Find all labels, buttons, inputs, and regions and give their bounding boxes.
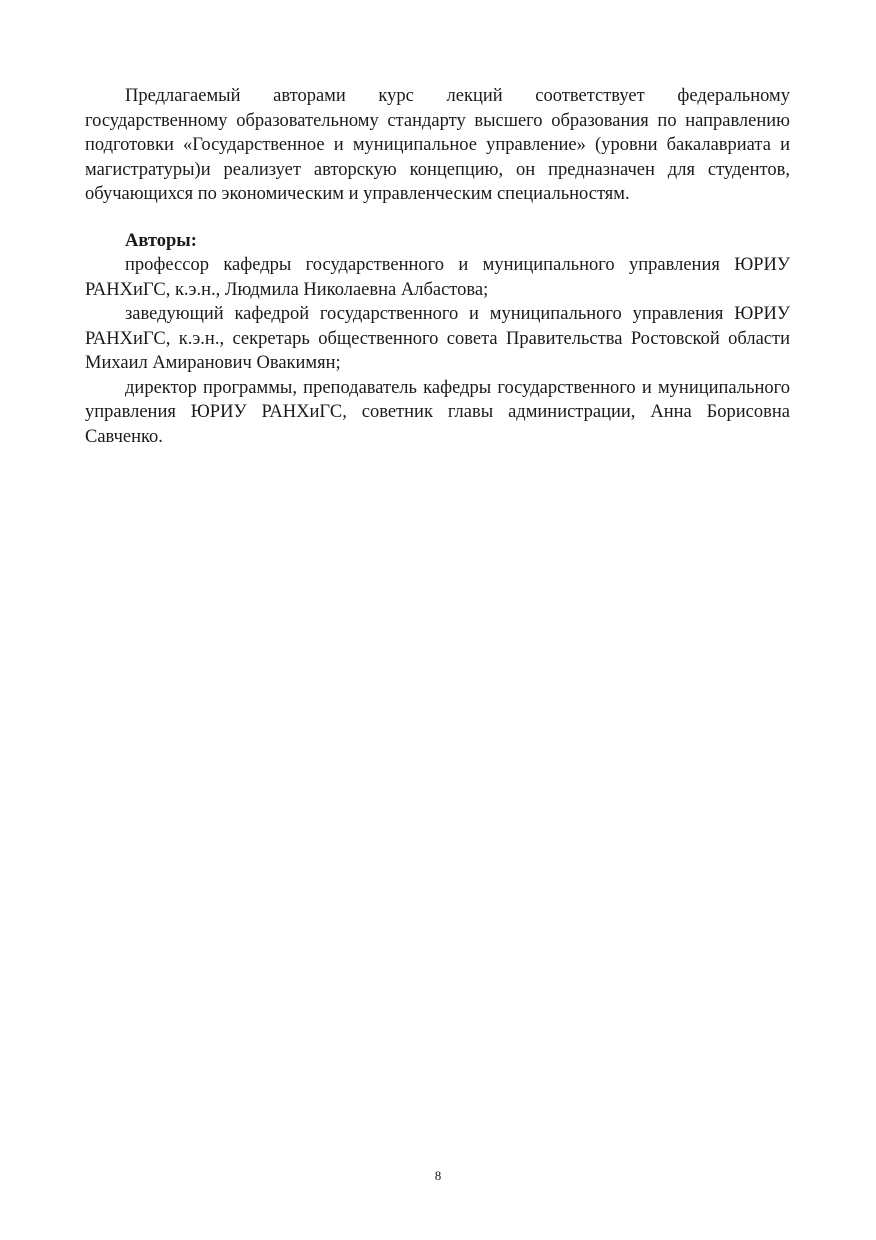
intro-paragraph: Предлагаемый авторами курс лекций соответствует федеральному государственному образовательному стандарту высшего образования по направлению подготовки «Государственное и муниципальное управление» (уровни бакалавриата и магистратуры)и реализует авторскую концепцию, он предназначен для студентов, обучающихся по экономическим и управленческим специальностям. xyxy=(85,86,790,204)
author-entry-1: профессор кафедры государственного и муниципального управления ЮРИУ РАНХиГС, к.э.н., Людмила Николаевна Албастова; xyxy=(85,255,790,300)
author-entry-3: директор программы, преподаватель кафедры государственного и муниципального управления ЮРИУ РАНХиГС, советник главы администрации, Анна Борисовна Савченко. xyxy=(85,377,790,447)
author-entry-2: заведующий кафедрой государственного и муниципального управления ЮРИУ РАНХиГС, к.э.н., секретарь общественного совета Правительства Ростовской области Михаил Амиранович Овакимян; xyxy=(85,304,790,373)
authors-heading: Авторы: xyxy=(125,230,197,251)
page-body xyxy=(85,84,790,449)
page-number: 8 xyxy=(434,1168,442,1183)
